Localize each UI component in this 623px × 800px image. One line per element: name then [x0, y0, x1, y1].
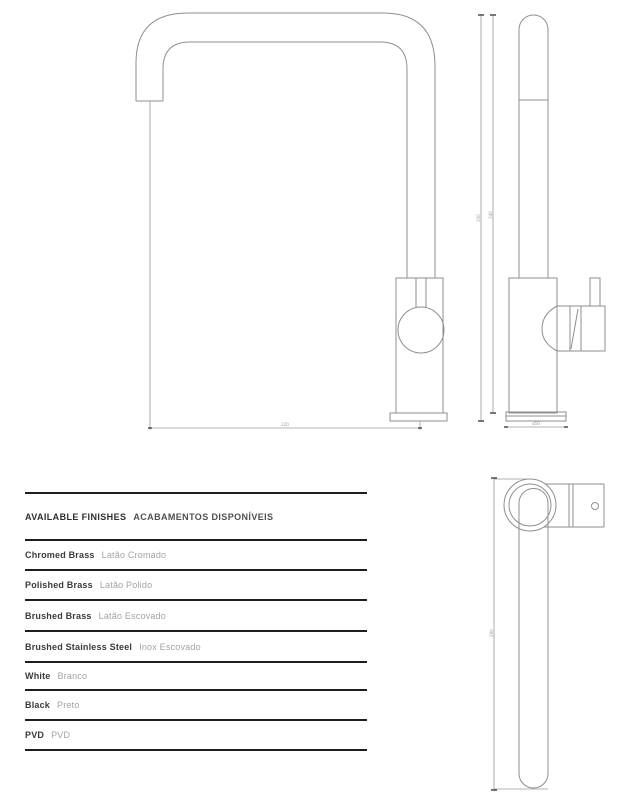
finish-name-en: Brushed Stainless Steel — [25, 641, 133, 652]
finish-name-en: White — [25, 671, 51, 681]
lever-pin — [590, 278, 600, 306]
finish-name-en: Black — [25, 700, 51, 710]
finish-name-en: PVD — [25, 730, 45, 740]
lever-body — [581, 306, 605, 351]
finish-name-en: Chromed Brass — [25, 550, 95, 560]
finish-name-pt: Latão Cromado — [101, 550, 167, 560]
finish-row-brushed-stainless-steel — [25, 632, 367, 661]
plan-handle-screw — [592, 503, 599, 510]
finish-row-polished-brass — [25, 571, 367, 599]
available-finishes-table — [25, 492, 367, 753]
finish-row-black — [25, 691, 367, 719]
table-rule — [25, 749, 367, 751]
finish-name-pt: Preto — [57, 700, 80, 710]
plan-dimension-label: 260 — [489, 629, 494, 637]
finish-row-white — [25, 663, 367, 689]
finish-row-chromed-brass — [25, 541, 367, 569]
finish-name-pt: Branco — [57, 671, 88, 681]
dimension-label-reach: 220 — [281, 422, 289, 427]
finish-row-brushed-brass — [25, 601, 367, 630]
plan-spout-arm — [519, 489, 548, 789]
plan-handle-base — [544, 484, 604, 527]
handle-joint-circle — [398, 307, 444, 353]
side-tube-outline — [519, 15, 548, 278]
front-elevation-drawing — [125, 0, 465, 440]
body-inner-tube-lines — [416, 278, 426, 308]
finish-name-pt: PVD — [51, 730, 71, 740]
dimension-label-height-inner: 340 — [488, 211, 493, 219]
finish-name-pt: Inox Escovado — [139, 641, 201, 652]
spout-outer-outline — [136, 13, 435, 278]
plan-body-inner-circle — [509, 484, 551, 526]
finish-row-pvd — [25, 721, 367, 749]
base-flange — [390, 413, 447, 421]
finish-name-pt: Latão Polido — [99, 580, 153, 590]
table-header-pt: ACABAMENTOS DISPONÍVEIS — [133, 511, 274, 522]
spout-inner-outline — [163, 42, 407, 278]
finish-name-en: Brushed Brass — [25, 610, 92, 621]
faucet-body — [396, 278, 443, 413]
table-header-row — [25, 494, 367, 539]
cartridge-collar — [542, 306, 570, 351]
lever-joint-band — [570, 306, 581, 351]
dimension-label-base: ø50 — [532, 421, 540, 426]
finish-name-pt: Latão Escovado — [98, 610, 166, 621]
side-elevation-drawing — [470, 0, 623, 440]
plan-view-drawing — [470, 460, 623, 800]
finish-name-en: Polished Brass — [25, 580, 93, 590]
dimension-label-height-outer: 350 — [476, 214, 481, 222]
table-header-en: AVAILABLE FINISHES — [25, 511, 127, 522]
